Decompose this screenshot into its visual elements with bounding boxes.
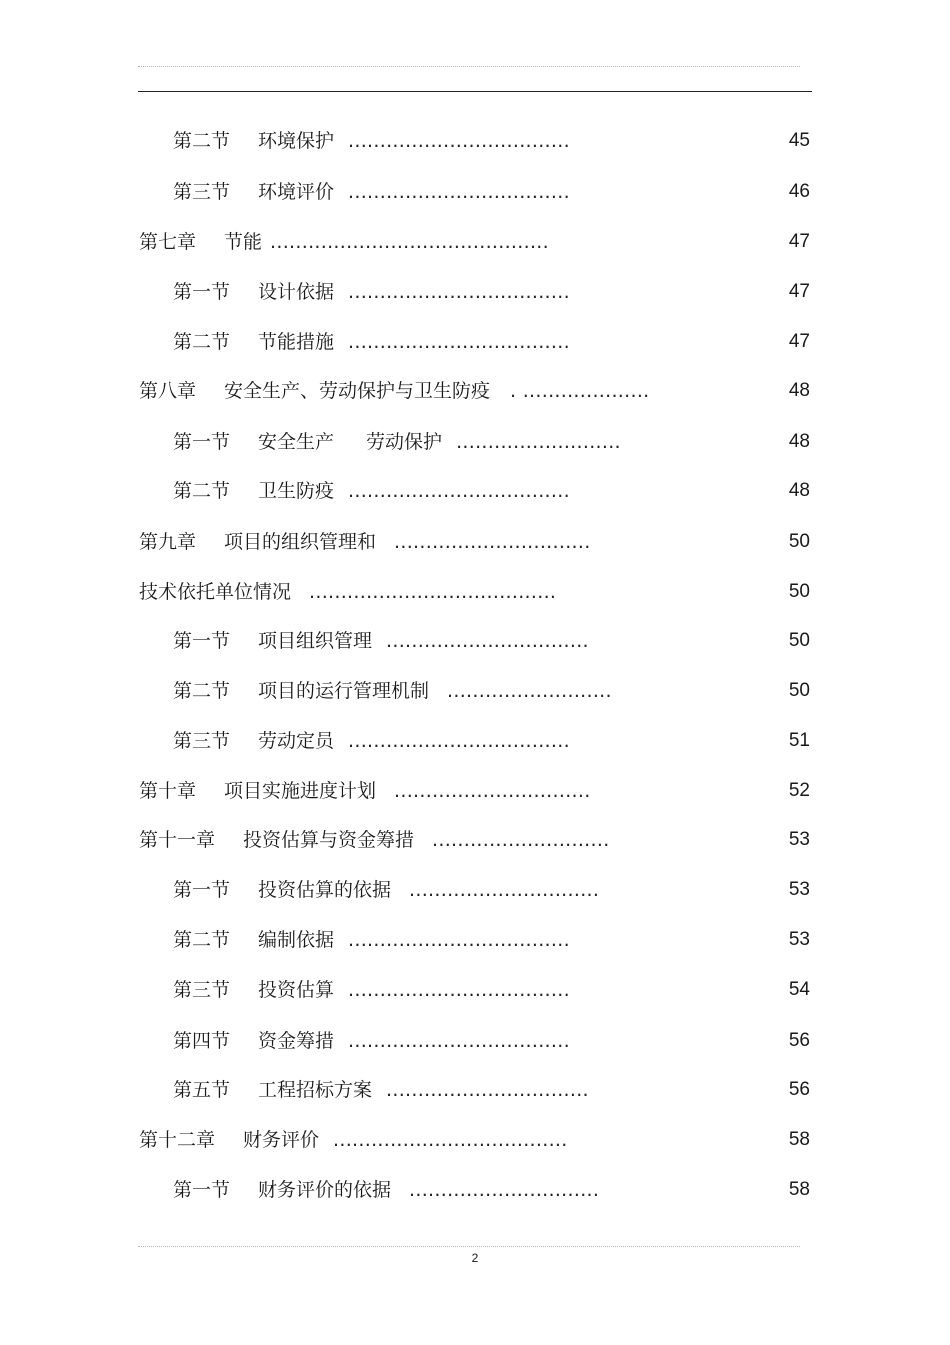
toc-entry-page: 53 xyxy=(788,829,810,850)
toc-entry-leader: ............................... xyxy=(394,780,591,802)
toc-entry-page: 45 xyxy=(788,130,810,151)
toc-entry-leader: ................................... xyxy=(348,480,570,502)
toc-entry-leader: .......................... xyxy=(456,431,621,453)
toc-entry xyxy=(173,976,570,1004)
toc-entry-leader: ................................... xyxy=(348,730,570,752)
toc-entry xyxy=(173,328,570,356)
toc-entry-title: 财务评价 xyxy=(243,1129,320,1151)
toc-entry-leader: ................................... xyxy=(348,281,570,303)
toc-entry-number: 第五节 xyxy=(173,1079,231,1101)
toc-entry-leader: .......................... xyxy=(447,680,612,702)
toc-entry xyxy=(173,1027,570,1055)
toc-entry-page: 47 xyxy=(788,331,810,352)
toc-entry-number: 第八章 xyxy=(139,380,197,402)
toc-entry-title: 财务评价的依据 xyxy=(258,1179,392,1201)
toc-entry-page: 47 xyxy=(788,281,810,302)
toc-entry-page: 50 xyxy=(788,630,810,651)
toc-entry-number: 第一节 xyxy=(173,630,231,652)
toc-entry-title: 卫生防疫 xyxy=(258,480,335,502)
toc-entry-leader: .............................. xyxy=(409,879,600,901)
header-dotted-line xyxy=(138,66,800,67)
toc-entry xyxy=(139,228,549,256)
toc-entry-title: 编制依据 xyxy=(258,929,335,951)
toc-entry-page: 56 xyxy=(788,1079,810,1100)
toc-entry-page: 56 xyxy=(788,1030,810,1051)
toc-entry-number: 第七章 xyxy=(139,231,197,253)
toc-entry-leader: ................................ xyxy=(386,1079,589,1101)
toc-entry-leader: ................................... xyxy=(348,331,570,353)
toc-entry-number: 第二节 xyxy=(173,130,231,152)
toc-entry-number: 第四节 xyxy=(173,1030,231,1052)
toc-entry-title: 项目的运行管理机制 xyxy=(258,680,430,702)
toc-entry-title: 项目的组织管理和 xyxy=(224,531,377,553)
toc-entry-title: 设计依据 xyxy=(258,281,335,303)
toc-entry xyxy=(139,777,591,805)
toc-entry-number: 第一节 xyxy=(173,281,231,303)
toc-entry xyxy=(173,178,570,206)
toc-entry-title: 技术依托单位情况 xyxy=(139,581,292,603)
toc-entry-number: 第二节 xyxy=(173,929,231,951)
toc-entry-number: 第十二章 xyxy=(139,1129,216,1151)
header-rule xyxy=(138,91,812,92)
toc-entry-page: 51 xyxy=(788,730,810,751)
toc-entry-title: 劳动定员 xyxy=(258,730,335,752)
toc-entry-leader: ................................... xyxy=(348,979,570,1001)
toc-entry-number: 第十章 xyxy=(139,780,197,802)
toc-entry-number: 第一节 xyxy=(173,431,231,453)
toc-entry-title: 工程招标方案 xyxy=(258,1079,373,1101)
toc-entry xyxy=(139,578,556,606)
toc-entry xyxy=(139,377,650,405)
toc-entry-title: 安全生产、劳动保护与卫生防疫 xyxy=(224,380,491,402)
toc-entry-number: 第二节 xyxy=(173,680,231,702)
toc-entry-leader: ................................... xyxy=(348,130,570,152)
toc-entry xyxy=(173,477,570,505)
toc-entry-page: 50 xyxy=(788,680,810,701)
toc-entry-leader: ................................... xyxy=(348,1030,570,1052)
toc-entry xyxy=(173,677,612,705)
toc-entry-title: 投资估算的依据 xyxy=(258,879,392,901)
toc-entry-page: 48 xyxy=(788,380,810,401)
toc-entry-title: 节能 xyxy=(224,231,263,253)
toc-entry-leader: . .................... xyxy=(510,380,650,402)
toc-entry-page: 47 xyxy=(788,231,810,252)
toc-entry-leader: ............................................ xyxy=(270,231,549,253)
toc-entry-number: 第三节 xyxy=(173,730,231,752)
toc-entry-title: 项目组织管理 xyxy=(258,630,373,652)
page-number: 2 xyxy=(471,1251,479,1265)
toc-entry-page: 50 xyxy=(788,581,810,602)
toc-entry-page: 53 xyxy=(788,879,810,900)
toc-entry-page: 58 xyxy=(788,1129,810,1150)
toc-entry-number: 第二节 xyxy=(173,480,231,502)
footer-dotted-line xyxy=(138,1246,800,1247)
toc-entry-title: 项目实施进度计划 xyxy=(224,780,377,802)
toc-entry-leader: ............................ xyxy=(432,829,610,851)
toc-entry-leader: .............................. xyxy=(409,1179,600,1201)
toc-entry-leader: ....................................... xyxy=(309,581,557,603)
toc-entry-leader: ................................... xyxy=(348,929,570,951)
toc-entry-number: 第三节 xyxy=(173,181,231,203)
toc-entry-title: 节能措施 xyxy=(258,331,335,353)
toc-entry-title: 资金筹措 xyxy=(258,1030,335,1052)
toc-entry xyxy=(173,876,599,904)
toc-entry-page: 52 xyxy=(788,780,810,801)
toc-entry-number: 第一节 xyxy=(173,879,231,901)
toc-entry xyxy=(173,727,570,755)
toc-entry-title: 安全生产 劳动保护 xyxy=(258,431,443,453)
toc-entry-number: 第十一章 xyxy=(139,829,216,851)
toc-entry-page: 50 xyxy=(788,531,810,552)
toc-entry-number: 第九章 xyxy=(139,531,197,553)
toc-entry xyxy=(139,528,591,556)
toc-entry xyxy=(173,278,570,306)
toc-entry xyxy=(173,1176,599,1204)
toc-entry-title: 投资估算 xyxy=(258,979,335,1001)
toc-entry-page: 48 xyxy=(788,431,810,452)
toc-entry-leader: ................................ xyxy=(386,630,589,652)
toc-entry-title: 环境评价 xyxy=(258,181,335,203)
toc-entry-number: 第一节 xyxy=(173,1179,231,1201)
toc-entry-leader: ..................................... xyxy=(333,1129,568,1151)
toc-entry-page: 53 xyxy=(788,929,810,950)
toc-entry-title: 投资估算与资金筹措 xyxy=(243,829,415,851)
toc-entry xyxy=(173,926,570,954)
toc-entry-page: 54 xyxy=(788,979,810,1000)
toc-entry-title: 环境保护 xyxy=(258,130,335,152)
toc-entry xyxy=(173,127,570,155)
toc-entry xyxy=(139,826,610,854)
toc-entry xyxy=(139,1126,568,1154)
toc-entry xyxy=(173,1076,589,1104)
toc-entry-page: 58 xyxy=(788,1179,810,1200)
toc-entry-number: 第二节 xyxy=(173,331,231,353)
toc-entry-page: 46 xyxy=(788,181,810,202)
toc-entry-page: 48 xyxy=(788,480,810,501)
toc-entry xyxy=(173,428,621,456)
toc-entry-number: 第三节 xyxy=(173,979,231,1001)
toc-entry-leader: ............................... xyxy=(394,531,591,553)
toc-entry xyxy=(173,627,589,655)
toc-entry-leader: ................................... xyxy=(348,181,570,203)
